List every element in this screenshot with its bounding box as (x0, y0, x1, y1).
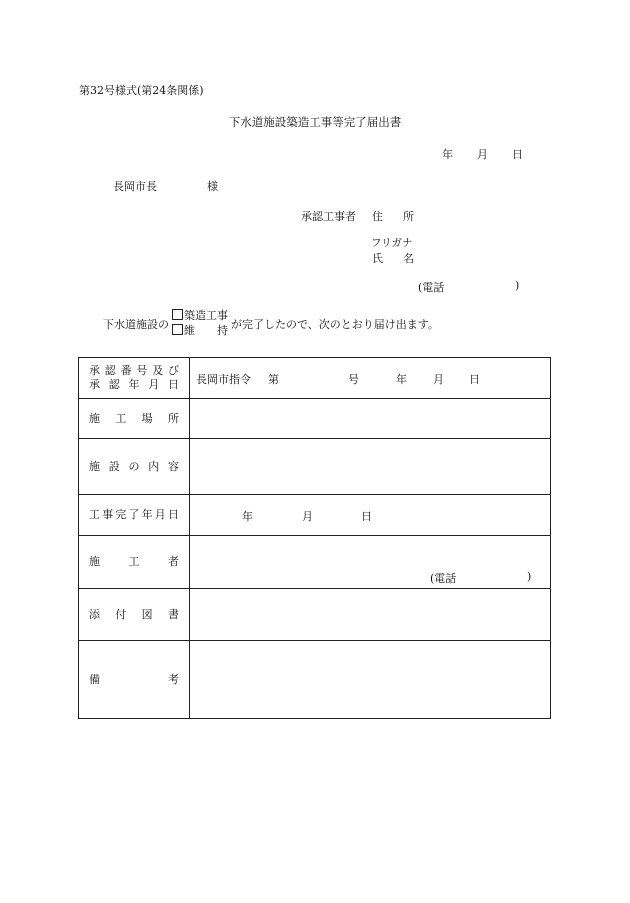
value-approval-number[interactable] (190, 358, 551, 399)
completion-month: 月 (302, 510, 313, 523)
checkbox-maintenance[interactable] (172, 324, 183, 335)
value-completion-date[interactable] (190, 495, 551, 536)
label-remarks-text (79, 673, 189, 687)
row-facility-contents (79, 439, 551, 495)
approval-dai: 第 (268, 373, 279, 386)
label-contractor-text (79, 555, 189, 569)
value-facility-contents[interactable] (190, 439, 551, 495)
label-char: 承 (89, 364, 100, 377)
label-facility-contents-text (79, 460, 189, 474)
checkbox-construction[interactable] (172, 309, 183, 320)
label-char: 設 (108, 459, 120, 473)
label-approval-line2 (79, 378, 189, 392)
label-approval-line1 (79, 364, 189, 378)
label-attached-drawings-text (79, 608, 189, 622)
contractor-phone-label: (電話 (430, 572, 457, 585)
label-attached-drawings (79, 589, 190, 641)
addressee-suffix: 様 (207, 180, 218, 193)
label-char: 内 (148, 459, 160, 473)
furigana-label: フリガナ (371, 237, 413, 249)
label-char: 所 (167, 411, 179, 425)
completion-day: 日 (361, 510, 372, 523)
statement-suffix: が完了したので、次のとおり届け出ます。 (231, 318, 439, 331)
label-char: 了 (128, 508, 140, 521)
phone-label: (電話 (418, 281, 445, 294)
label-char: 添 (89, 607, 100, 621)
label-char: 考 (168, 672, 179, 686)
label-char: 日 (167, 508, 179, 521)
row-attached-drawings (79, 589, 551, 641)
contractor-phone-close: ) (527, 570, 532, 583)
label-construction-site (79, 399, 190, 439)
label-char: 施 (89, 459, 100, 473)
label-char: 及 (152, 364, 164, 377)
statement-prefix: 下水道施設の (103, 318, 169, 331)
date-month-label: 月 (477, 148, 488, 161)
label-char: 工 (115, 411, 127, 425)
name-label: 氏名 (372, 252, 434, 265)
date-year-label: 年 (442, 148, 453, 161)
label-char: 工 (89, 508, 100, 521)
label-char: 施 (89, 555, 100, 568)
form-title: 下水道施設築造工事等完了届出書 (228, 115, 402, 129)
option-construction-label: 築造工事 (184, 309, 228, 322)
row-completion-date (79, 495, 551, 536)
label-char: 事 (102, 508, 114, 521)
label-char: 書 (167, 607, 179, 621)
label-char: び (167, 364, 179, 377)
approval-go: 号 (348, 373, 359, 386)
phone-close-paren: ) (515, 279, 520, 292)
label-remarks (79, 641, 190, 719)
label-char: 容 (168, 459, 179, 473)
address-label: 住所 (372, 210, 434, 223)
statement-option-maintenance[interactable] (172, 322, 228, 338)
label-char: の (128, 459, 140, 473)
approval-year: 年 (396, 373, 407, 386)
label-char: 者 (168, 555, 179, 568)
label-char: 図 (141, 607, 153, 621)
label-char: 承 (89, 378, 100, 391)
label-char: 月 (148, 378, 160, 391)
label-facility-contents (79, 439, 190, 495)
statement-option-construction[interactable] (172, 307, 228, 323)
option-maintenance-label: 維 持 (184, 324, 228, 337)
row-remarks (79, 641, 551, 719)
form-number: 第32号様式(第24条関係) (79, 84, 204, 97)
label-char: 日 (168, 378, 179, 391)
label-char: 号 (136, 364, 148, 377)
label-char: 認 (104, 364, 116, 377)
label-completion-date (79, 495, 190, 536)
approval-day: 日 (469, 373, 480, 386)
approval-prefix: 長岡市指令 (196, 373, 251, 386)
value-contractor[interactable] (190, 536, 551, 589)
label-char: 番 (120, 364, 132, 377)
value-remarks[interactable] (190, 641, 551, 719)
value-construction-site[interactable] (190, 399, 551, 439)
label-char: 場 (141, 411, 153, 425)
form-table (78, 357, 551, 719)
label-char: 年 (141, 508, 153, 521)
label-construction-site-text (79, 412, 189, 426)
label-completion-date-text (79, 508, 189, 522)
label-contractor (79, 536, 190, 589)
completion-year: 年 (242, 510, 253, 523)
label-char: 年 (128, 378, 140, 391)
applicant-label: 承認工事者 (301, 210, 356, 223)
addressee-name: 長岡市長 (113, 180, 157, 193)
approval-month: 月 (433, 373, 444, 386)
label-char: 月 (154, 508, 166, 521)
row-approval-number (79, 358, 551, 399)
label-char: 完 (115, 508, 127, 521)
label-char: 付 (115, 607, 127, 621)
label-char: 工 (128, 555, 140, 568)
row-contractor (79, 536, 551, 589)
row-construction-site (79, 399, 551, 439)
value-attached-drawings[interactable] (190, 589, 551, 641)
label-approval-number (79, 358, 190, 399)
date-day-label: 日 (512, 148, 523, 161)
label-char: 施 (89, 411, 100, 425)
label-char: 備 (89, 672, 100, 686)
label-char: 認 (108, 378, 120, 391)
